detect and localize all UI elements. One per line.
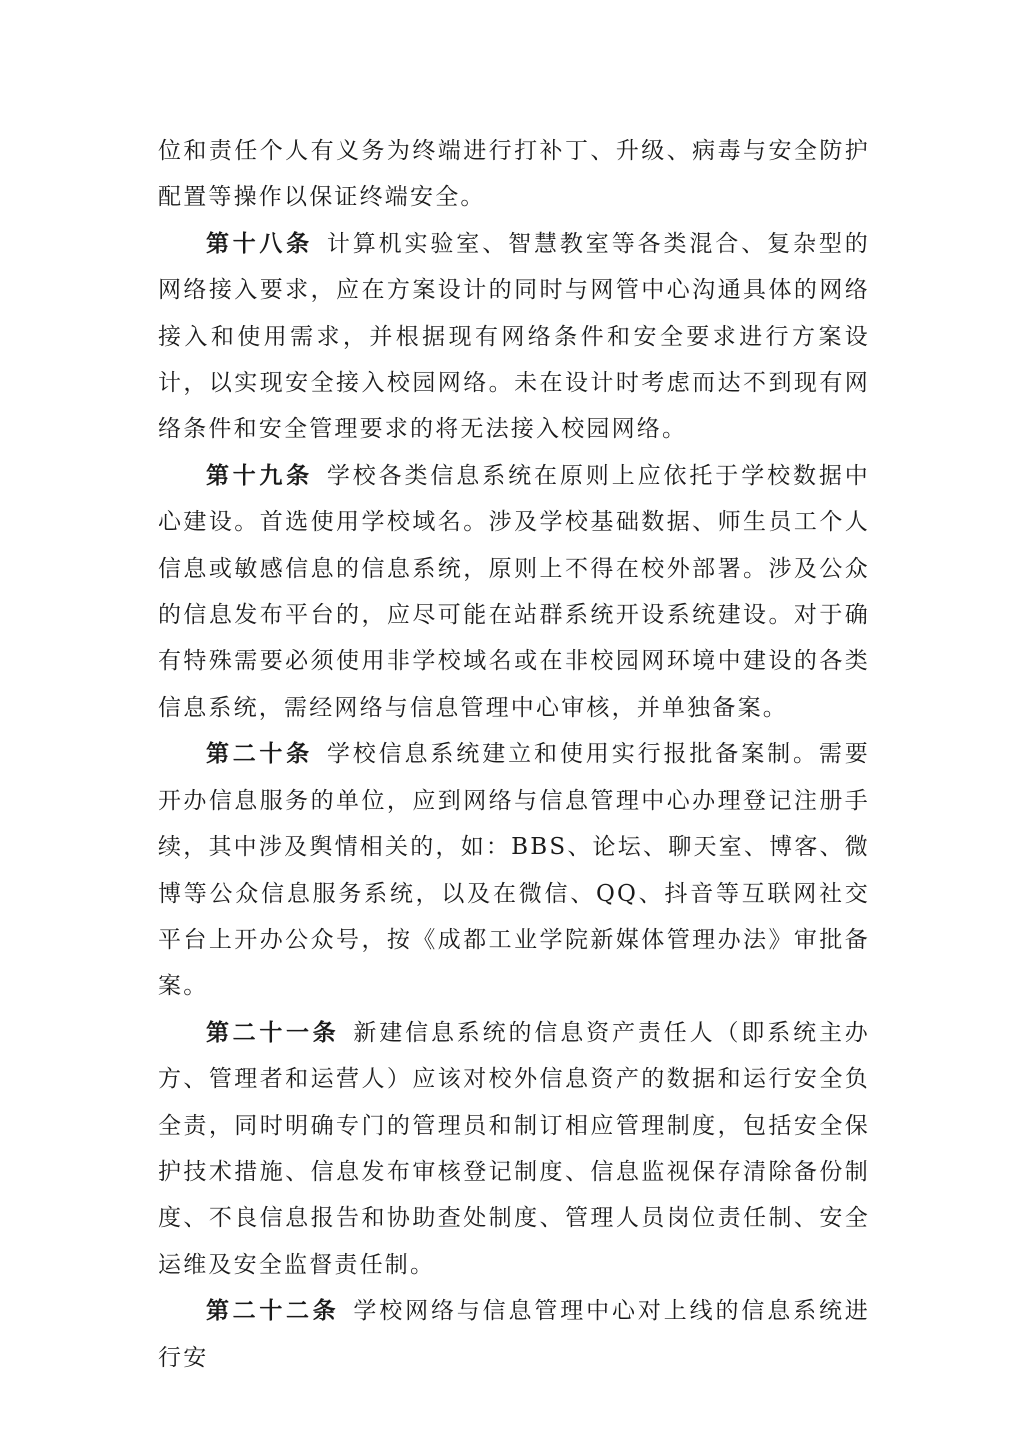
- paragraph-text: 新建信息系统的信息资产责任人（即系统主办方、管理者和运营人）应该对校外信息资产的数据和运行安全负全责，同时明确专门的管理员和制订相应管理制度，包括安全保护技术措施、信息发布审核登记制度、信息监视保存清除备份制度、不良信息报告和协助查处制度、管理人员岗位责任制、安全运维及安全监督责任制。: [158, 1019, 871, 1278]
- document-page: [158, 128, 870, 1381]
- paragraph-text: 学校各类信息系统在原则上应依托于学校数据中心建设。首选使用学校域名。涉及学校基础数据、师生员工个人信息或敏感信息的信息系统，原则上不得在校外部署。涉及公众的信息发布平台的，应尽可能在站群系统开设系统建设。对于确有特殊需要必须使用非学校域名或在非校园网环境中建设的各类信息系统，需经网络与信息管理中心审核，并单独备案。: [158, 462, 871, 721]
- article-heading: 第二十二条: [206, 1298, 340, 1325]
- paragraph-text: 学校信息系统建立和使用实行报批备案制。需要开办信息服务的单位，应到网络与信息管理中心办理登记注册手续，其中涉及舆情相关的，如：BBS、论坛、聊天室、博客、微博等公众信息服务系统，以及在微信、QQ、抖音等互联网社交平台上开办公众号，按《成都工业学院新媒体管理办法》审批备案。: [158, 741, 871, 1000]
- article-heading: 第十九条: [206, 462, 313, 489]
- article-heading: 第二十一条: [206, 1019, 340, 1046]
- article-22: [158, 1288, 870, 1381]
- article-heading: 第二十条: [206, 741, 313, 768]
- paragraph-text: 学校网络与信息管理中心对上线的信息系统进行安: [158, 1298, 871, 1371]
- paragraph-text: 位和责任个人有义务为终端进行打补丁、升级、病毒与安全防护配置等操作以保证终端安全。: [158, 138, 870, 211]
- article-20: [158, 731, 870, 1009]
- article-19: [158, 453, 870, 731]
- article-heading: 第十八条: [206, 230, 313, 257]
- article-18: [158, 221, 870, 453]
- paragraph-text: 计算机实验室、智慧教室等各类混合、复杂型的网络接入要求，应在方案设计的同时与网管中心沟通具体的网络接入和使用需求，并根据现有网络条件和安全要求进行方案设计，以实现安全接入校园网络。未在设计时考虑而达不到现有网络条件和安全管理要求的将无法接入校园网络。: [158, 230, 871, 443]
- paragraph-continuation: [158, 128, 870, 221]
- article-21: [158, 1010, 870, 1288]
